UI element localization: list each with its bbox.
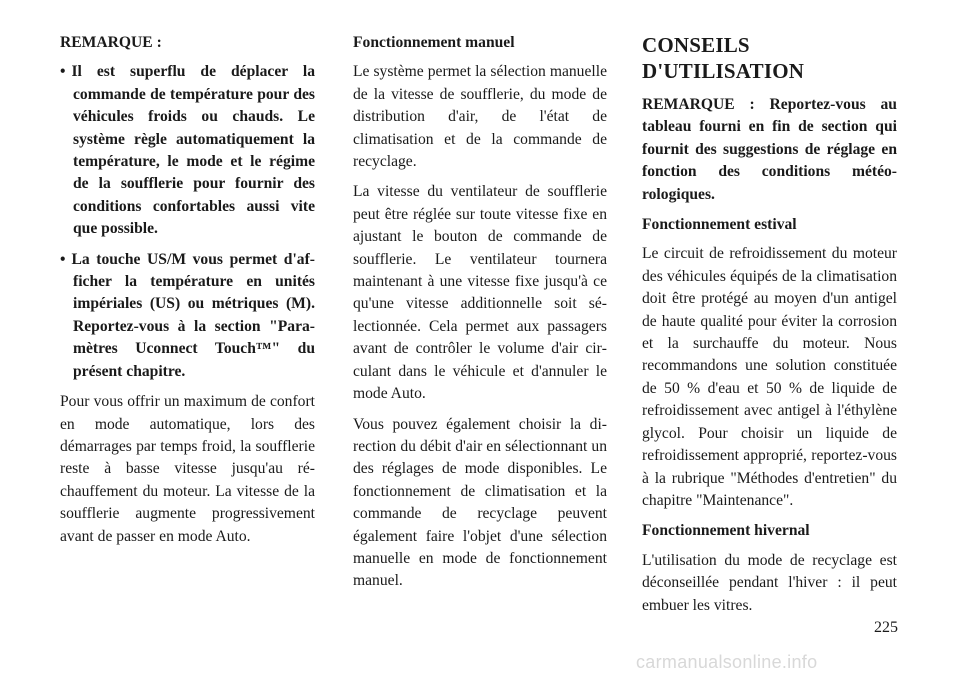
manual-paragraph-1: Le système permet la sélection manuelle de la vitesse de soufflerie, du mode de distribution d'air, de l'état de climatisation et de la commande de recyclage.: [353, 63, 607, 171]
manual-paragraph-3: Vous pouvez également choisir la direction du débit d'air en sélectionnant un des réglages de mode disponibles. Le fonctionnement de climatisation et la commande de recyclage peuvent également faire l'objet d'une sélection manuelle en mode de fonctionnement manuel.: [353, 415, 607, 590]
winter-operation-heading: Fonctionnement hivernal: [642, 522, 810, 540]
note-label: REMARQUE :: [60, 34, 162, 51]
column-right: [642, 32, 897, 625]
note-bullet-2: • La touche US/M vous permet d'afficher la température en unités impériales (US) ou métriques (M). Reportez-vous à la section "Paramètres Uconnect Touch™" du présent chapitre.: [60, 249, 315, 383]
page-number: 225: [874, 619, 898, 636]
auto-mode-paragraph: Pour vous offrir un maximum de confort en mode automatique, lors des démarrages par temps froid, la soufflerie reste à basse vitesse jusqu'au réchauffement du moteur. La vitesse de la soufflerie augmente progressivement avant de passer en mode Auto.: [60, 393, 315, 545]
tips-note: REMARQUE : Reportez-vous au tableau fourni en fin de section qui fournit des suggestions de réglage en fonction des conditions météorologiques.: [642, 96, 897, 203]
note-bullet-list: [60, 61, 315, 383]
column-left: [60, 32, 315, 556]
winter-operation-paragraph: L'utilisation du mode de recyclage est déconseillée pendant l'hiver : il peut embuer les vitres.: [642, 551, 897, 614]
summer-operation-heading: Fonctionnement estival: [642, 216, 797, 234]
summer-operation-paragraph: Le circuit de refroidissement du moteur des véhicules équipés de la climatisation doit être protégé au moyen d'un antigel de haute qualité pour éviter la corrosion et la surchauffe du moteur. Nous recommandons une solution constituée de 50 % d'eau et 50 % de liquide de refroidissement avec antigel à l'éthylène glycol. Pour choisir un liquide de refroidissement approprié, reportez-vous à la rubrique "Méthodes d'entretien" du chapitre "Maintenance".: [642, 245, 897, 509]
section-title: CONSEILS D'UTILISATION: [642, 33, 805, 83]
note-bullet-1: • Il est superflu de déplacer la commande de température pour des véhicules froids ou chauds. Le système règle automatiquement la température, le mode et le régime de la soufflerie pour fournir des conditions confortables aussi vite que possible.: [60, 61, 315, 240]
watermark-text: carmanualsonline.info: [636, 652, 818, 672]
manual-paragraph-2: La vitesse du ventilateur de soufflerie peut être réglée sur toute vitesse fixe en ajustant le bouton de commande de soufflerie. Le ventilateur tournera maintenant à une vitesse fixe jusqu'à ce qu'une vitesse additionnelle soit sélectionnée. Cela permet aux passagers avant de contrôler le volume d'air circulant dans le véhicule et d'annuler le mode Auto.: [353, 183, 607, 403]
manual-operation-heading: Fonctionnement manuel: [353, 34, 515, 51]
column-middle: [353, 32, 607, 601]
